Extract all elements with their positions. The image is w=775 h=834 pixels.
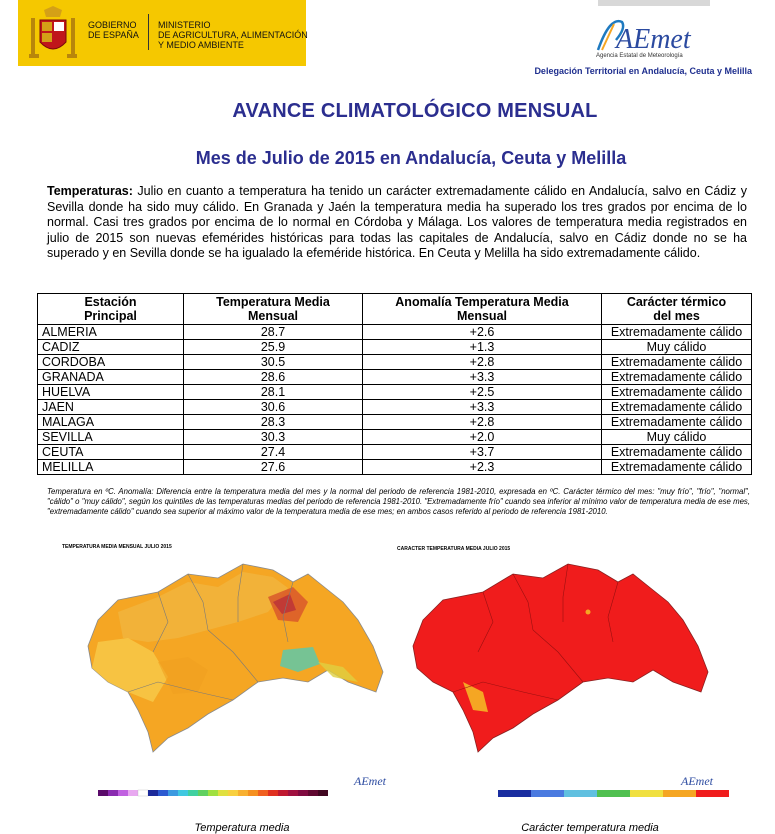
stations-table [37, 293, 752, 475]
delegacion-text: Delegación Territorial en Andalucía, Ceuta y Melilla [534, 66, 752, 76]
col-header-character: Carácter térmico del mes [602, 294, 752, 325]
document-title: AVANCE CLIMATOLÓGICO MENSUAL [232, 100, 598, 122]
coat-of-arms-icon [28, 6, 78, 60]
aemet-map-logo: AEmet [681, 774, 713, 788]
table-row: CEUTA 27.4 +3.7 Extremadamente cálido [38, 445, 752, 460]
andalucia-region [413, 564, 708, 752]
table-row: JAEN 30.6 +3.3 Extremadamente cálido [38, 400, 752, 415]
svg-text:AEmet: AEmet [616, 24, 691, 54]
character-map-caption: Carácter temperatura media [521, 822, 659, 834]
table-header-row [38, 294, 752, 325]
character-map-title: CARACTER TEMPERATURA MEDIA JULIO 2015 [397, 546, 511, 552]
aemet-top-bar [598, 0, 710, 6]
col-header-temperature: Temperatura Media Mensual [184, 294, 363, 325]
col-header-station: Estación Principal [38, 294, 184, 325]
table-row: SEVILLA 30.3 +2.0 Muy cálido [38, 430, 752, 445]
table-row: HUELVA 28.1 +2.5 Extremadamente cálido [38, 385, 752, 400]
table-row: MELILLA 27.6 +2.3 Extremadamente cálido [38, 460, 752, 475]
aemet-subtitle: Agencia Estatal de Meteorología [596, 53, 683, 59]
temperature-map-caption: Temperatura media [194, 822, 290, 834]
table-row: CORDOBA 30.5 +2.8 Extremadamente cálido [38, 355, 752, 370]
document-subtitle: Mes de Julio de 2015 en Andalucía, Ceuta y Melilla [195, 148, 627, 168]
header-divider [148, 14, 149, 50]
character-legend [498, 790, 729, 797]
table-footnote: Temperatura en ºC. Anomalía: Diferencia entre la temperatura media del mes y la normal del periodo de referencia 1981-2010, expresada en ºC. Carácter térmico del mes: "muy frío", "frío", "normal", "cálido" o "muy cálido", según los quintiles de las temperaturas medias del periodo de referencia 1981-2010. "Extremadamente frío" cuando sea inferior al mínimo valor de temperatura media de ese mes, "extremadamente cálido" cuando sea superior al máximo valor de la temperatura media de ese mes; en ambos casos referido al periodo de referencia 1981-2010. [47, 487, 750, 516]
temperature-map [58, 542, 408, 802]
paragraph-label: Temperaturas: [47, 184, 133, 198]
gobierno-text: GOBIERNO DE ESPAÑA [88, 20, 139, 40]
temperature-legend [98, 790, 328, 796]
aemet-map-logo: AEmet [354, 774, 386, 788]
temperature-map-title: TEMPERATURA MEDIA MENSUAL JULIO 2015 [62, 544, 172, 550]
table-row: ALMERIA 28.7 +2.6 Extremadamente cálido [38, 325, 752, 340]
temperature-paragraph [47, 184, 747, 262]
table-row: MALAGA 28.3 +2.8 Extremadamente cálido [38, 415, 752, 430]
aemet-logo [596, 16, 696, 54]
ministerio-text: MINISTERIO DE AGRICULTURA, ALIMENTACIÓN Y MEDIO AMBIENTE [158, 20, 308, 50]
table-row: GRANADA 28.6 +3.3 Extremadamente cálido [38, 370, 752, 385]
character-map [393, 542, 743, 802]
col-header-anomaly: Anomalía Temperatura Media Mensual [363, 294, 602, 325]
table-row: CADIZ 25.9 +1.3 Muy cálido [38, 340, 752, 355]
paragraph-text: Julio en cuanto a temperatura ha tenido un carácter extremadamente cálido en Andalucía, salvo en Cádiz y Sevilla donde ha sido muy cálido. En Granada y Jaén la temperatura media ha superado los tres grados por encima de lo normal. Casi tres grados por encima de lo normal en Córdoba y Málaga. Los valores de temperatura media registrados en julio de 2015 son nuevas efemérides históricas para todas las capitales de Andalucía, salvo en Cádiz donde no se ha superado y en Sevilla donde se ha igualado la efeméride histórica. En Ceuta y Melilla ha sido extremadamente cálido. [47, 184, 747, 261]
